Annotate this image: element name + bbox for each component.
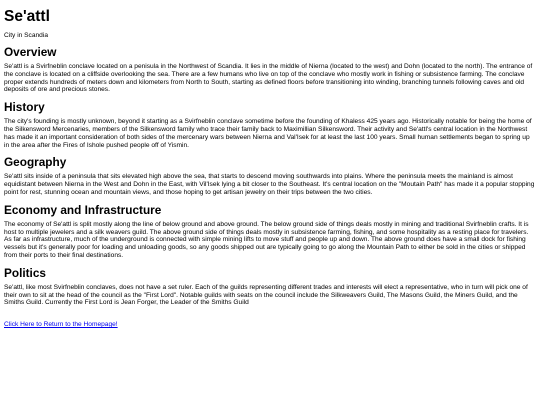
page-title: Se'attl [4,8,50,25]
homepage-link[interactable]: Click Here to Return to the Homepage! [4,321,118,329]
section-overview [4,45,536,94]
section-heading-economy: Economy and Infrastructure [4,202,162,217]
page-subtitle: City in Scandia [4,32,48,39]
section-heading-politics: Politics [4,265,46,280]
section-body-economy: The economy of Se'attl is split mostly along the line of below ground and above ground. The below ground side of things deals mostly in mining and traditional Svirfneblin crafts. It is host to multiple jewelers and a silk weavers guild. The above ground side of things deals mostly in subsistence farming, fishing, and some hospitality as a resting place for travelers. As far as infrastructure, much of the underground is connected with simple mining lifts to move stuff and people up and down. The above ground does have a small dock for fishing vessels but it's generally poor for loading and unloading goods, so any goods shipped out are typically going to go along the Mountain Path to either be sold in the cities or shipped from their ports to their final destinations. [4,220,529,259]
section-body-politics: Se'attl, like most Svirfneblin conclaves, does not have a set ruler. Each of the guilds representing different trades and interests will elect a representative, who in turn will pick one of their own to sit at the head of the council as the "First Lord". Notable guilds with seats on the council include the Silkweavers Guild, The Masons Guild, the Miners Guild, and the Smiths Guild. Currently the First Lord is Jean Forger, the Leader of the Smiths Guild [4,283,528,307]
section-heading-geography: Geography [4,155,67,170]
section-body-overview: Se'attl is a Svirfneblin conclave located on a penisula in the Northwest of Scandia. It lies in the middle of Nierna (located to the west) and Dohn (located to the north). The entrance of the conclave is located on a cliffside overlooking the sea. There are a few humans who live on top of the conclave who mostly work in fishing or subsistence farming. The conclave proper extends hundreds of meters down and kilometers from North to South, starting as defined floors before transitioning into winding, branching tunnels following caves and old deposits of ore and precious stones. [4,63,533,94]
section-politics [4,266,536,307]
section-body-history: The city's founding is mostly unknown, beyond it starting as a Svirfneblin conclave sometime before the founding of Khaless 425 years ago. Historically notable for being the home of the Silkensword Mercenaries, members of the Silkensword family who trace their family back to Maximillian Silkensword. Their activity and Se'attl's central location in the Northwest has made it an important consideration of both sides of the mercenary wars between Nierna and Val'Isek for at least the last 100 years. Small human settlements began to spring up in the area after the Fires of Ishole pushed people off of Yismin. [4,118,532,149]
section-geography [4,155,536,196]
section-heading-history: History [4,100,45,115]
section-body-geography: Se'attl sits inside of a peninsula that sits elevated high above the sea, that starts to descend moving southwards into plains. Where the peninsula meets the mainland is almost equidistant between Nierna in the West and Dohn in the East, with Vil'Isek lying a bit closer to the Southeast. It's central location on the "Moutain Path" has made it a popular stopping point for rest, stunning ocean and mountain views, and those hoping to get artisan jewelry on their trips between the two cities. [4,173,535,196]
section-economy [4,203,536,260]
section-history [4,100,536,149]
section-heading-overview: Overview [4,45,57,59]
